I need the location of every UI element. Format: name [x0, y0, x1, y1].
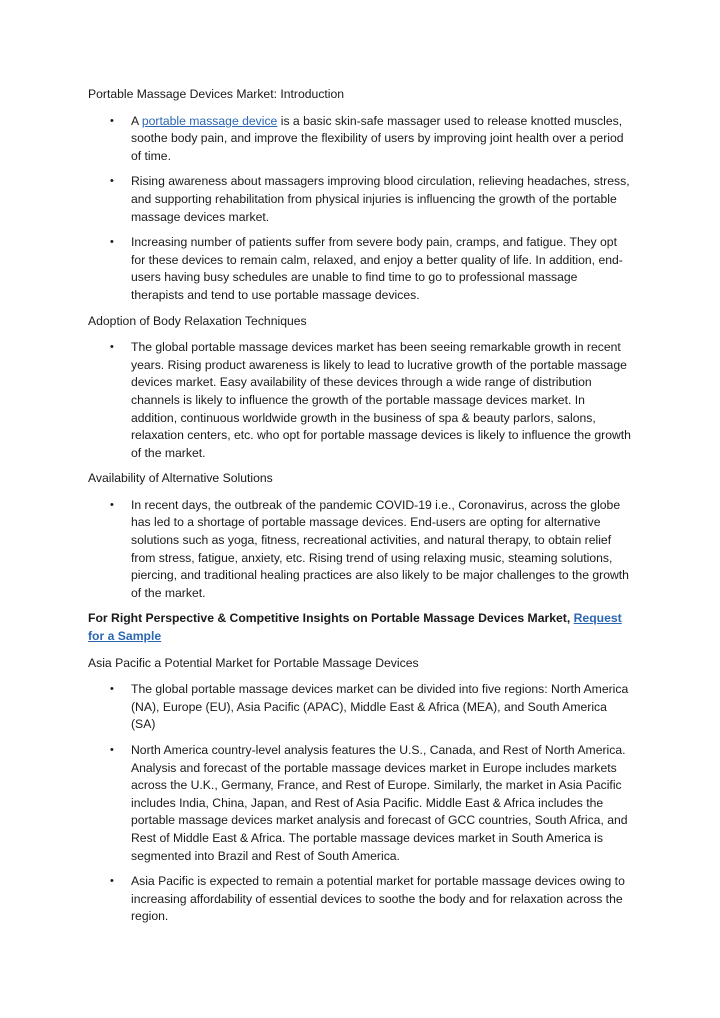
bullet-icon: • — [110, 875, 114, 888]
section-heading-introduction: Portable Massage Devices Market: Introduction — [88, 87, 345, 101]
section-heading-alternatives: Availability of Alternative Solutions — [88, 471, 273, 486]
bullet-list — [88, 113, 632, 305]
cta-text: For Right Perspective & Competitive Insights on Portable Massage Devices Market, — [88, 611, 574, 626]
list-item — [88, 234, 632, 304]
list-item — [88, 173, 632, 226]
list-item-text: The global portable massage devices market can be divided into five regions: North America (NA), Europe (EU), Asia Pacific (APAC), Middle East & Africa (MEA), and South America (SA) — [131, 682, 629, 732]
list-item — [88, 681, 632, 734]
bullet-list — [88, 681, 632, 926]
bullet-icon: • — [110, 341, 114, 354]
list-item — [88, 742, 632, 865]
list-item-text: Rising awareness about massagers improving blood circulation, relieving headaches, stress, and supporting rehabilitation from physical injuries is influencing the growth of the portable massage devices market. — [131, 174, 630, 224]
bullet-icon: • — [110, 498, 114, 511]
portable-massage-device-link[interactable]: portable massage device — [141, 113, 278, 128]
bullet-icon: • — [110, 236, 114, 249]
request-sample-link[interactable]: Request for a Sample — [88, 611, 622, 644]
list-item-text: is a basic skin-safe massager used to release knotted muscles, soothe body pain, and improve the flexibility of users by improving joint health over a period of time. — [131, 113, 624, 163]
bullet-icon: • — [110, 175, 114, 188]
list-item — [88, 497, 632, 603]
bullet-list — [88, 497, 632, 603]
list-item-text: In recent days, the outbreak of the pandemic COVID-19 i.e., Coronavirus, across the globe has led to a shortage of portable massage devices. End-users are opting for alternative solutions such as yoga, fitness, recreational activities, and natural therapy, to obtain relief from stress, fatigue, anxiety, etc. Rising trend of using relaxing music, steaming solutions, piercing, and traditional healing practices are also likely to be major challenges to the growth of the market. — [131, 497, 629, 600]
bullet-icon: • — [110, 744, 114, 756]
list-item — [88, 339, 632, 462]
list-item-text: The global portable massage devices market has been seeing remarkable growth in recent years. Rising product awareness is likely to lead to lucrative growth of the portable massage devices market. Easy availability of these devices through a wide range of distribution channels is likely to influence the growth of the portable massage devices market. In addition, continuous worldwide growth in the business of spa & beauty parlors, salons, relaxation centers, etc. who opt for portable massage devices is likely to influence the growth of the market. — [131, 340, 631, 460]
bullet-icon: • — [110, 114, 114, 127]
list-item-text: Increasing number of patients suffer from severe body pain, cramps, and fatigue. They opt for these devices to remain calm, relaxed, and enjoy a better quality of life. In addition, end-users having busy schedules are unable to find time to go to professional massage therapists and tend to use portable massage devices. — [131, 235, 623, 302]
list-item-text: A — [131, 113, 142, 128]
bullet-list — [88, 339, 632, 462]
list-item — [88, 113, 632, 166]
cta-paragraph — [88, 610, 632, 645]
section-heading-asia-pacific: Asia Pacific a Potential Market for Portable Massage Devices — [88, 655, 419, 670]
section-heading-adoption: Adoption of Body Relaxation Techniques — [88, 313, 307, 328]
list-item-text: North America country-level analysis features the U.S., Canada, and Rest of North America. Analysis and forecast of the portable massage devices market in Europe includes markets across the U.K., Germany, France, and Rest of Europe. Similarly, the market in Asia Pacific includes India, China, Japan, and Rest of Asia Pacific. Middle East & Africa includes the portable massage devices market analysis and forecast of GCC countries, South Africa, and Rest of Middle East & Africa. The portable massage devices market in South America is segmented into Brazil and Rest of South America. — [131, 743, 628, 863]
bullet-icon: • — [110, 683, 114, 696]
list-item-text: Asia Pacific is expected to remain a potential market for portable massage devices owing to increasing affordability of essential devices to soothe the body and for relaxation across the region. — [131, 874, 625, 924]
list-item — [88, 873, 632, 926]
